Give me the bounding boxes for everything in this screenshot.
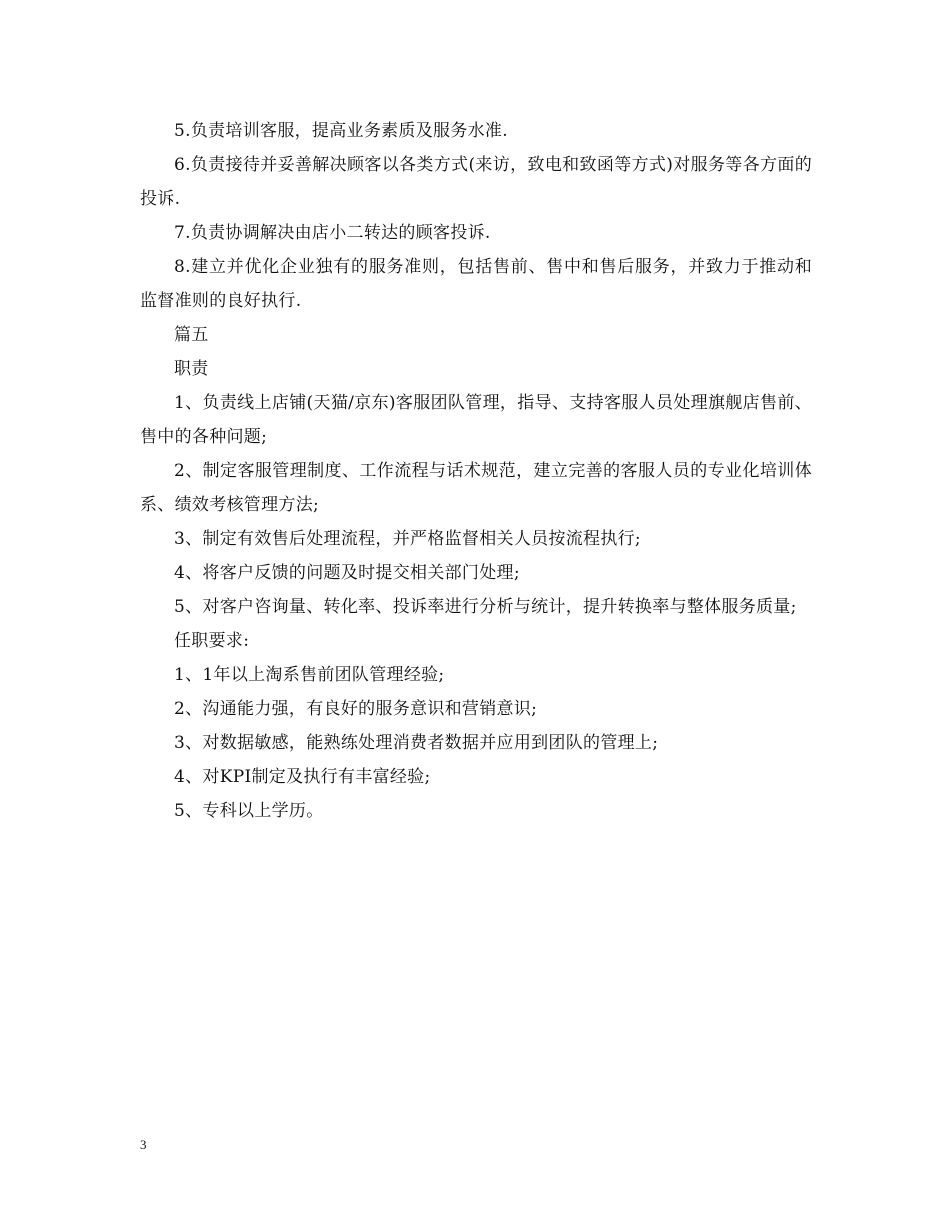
paragraph: 7.负责协调解决由店小二转达的顾客投诉. [174,223,491,243]
paragraph: 2、制定客服管理制度、工作流程与话术规范，建立完善的客服人员的专业化培训体系、绩效考核管理方法; [140,461,812,515]
paragraph: 4、将客户反馈的问题及时提交相关部门处理; [174,563,520,583]
paragraph: 1、负责线上店铺(天猫/京东)客服团队管理，指导、支持客服人员处理旗舰店售前、售中的各种问题; [140,393,812,447]
subsection-heading: 任职要求: [174,631,250,651]
paragraph: 4、对KPI制定及执行有丰富经验; [174,767,431,787]
paragraph: 6.负责接待并妥善解决顾客以各类方式(来访，致电和致函等方式)对服务等各方面的投诉. [140,155,812,209]
paragraph: 3、对数据敏感，能熟练处理消费者数据并应用到团队的管理上; [174,733,659,753]
paragraph: 5.负责培训客服，提高业务素质及服务水准. [174,121,508,141]
paragraph: 5、专科以上学历。 [174,801,324,821]
section-heading: 篇五 [174,325,209,345]
paragraph: 2、沟通能力强，有良好的服务意识和营销意识; [174,699,538,719]
paragraph: 5、对客户咨询量、转化率、投诉率进行分析与统计，提升转换率与整体服务质量; [174,597,797,617]
paragraph: 8.建立并优化企业独有的服务准则，包括售前、售中和售后服务，并致力于推动和监督准则的良好执行. [140,257,812,311]
document-body [140,114,812,828]
subsection-heading: 职责 [174,359,209,379]
page-number: 3 [140,1137,147,1152]
paragraph: 3、制定有效售后处理流程，并严格监督相关人员按流程执行; [174,529,641,549]
paragraph: 1、1年以上淘系售前团队管理经验; [174,665,445,685]
